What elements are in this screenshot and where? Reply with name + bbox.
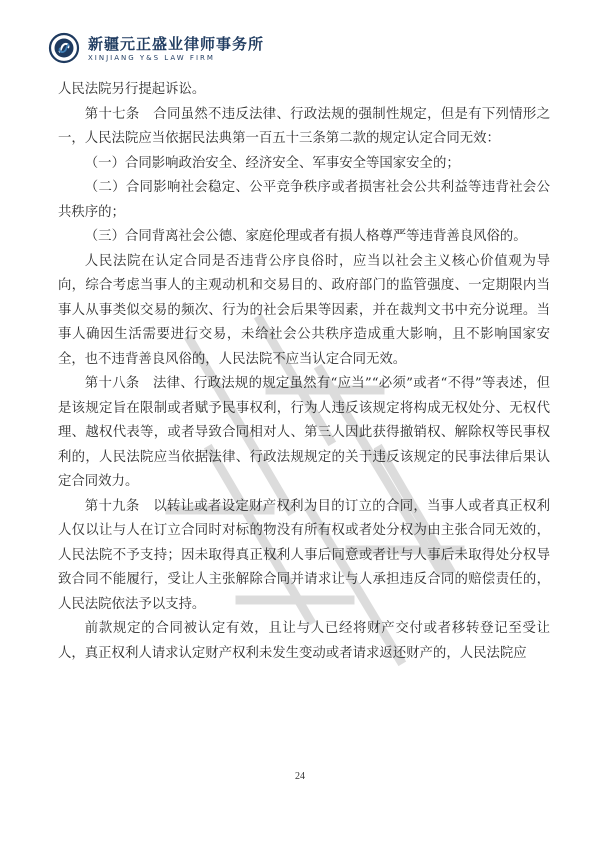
document-body	[58, 78, 550, 666]
list-item: （二）合同影响社会稳定、公平竞争秩序或者损害社会公共利益等违背社会公共秩序的；	[58, 180, 550, 220]
page-number: 24	[295, 771, 305, 782]
document-header	[48, 30, 548, 66]
paragraph-article-17: 第十七条 合同虽然不违反法律、行政法规的强制性规定，但是有下列情形之一，人民法院应当依据民法典第一百五十三条第二款的规定认定合同无效：	[58, 106, 550, 146]
paragraph: 人民法院在认定合同是否违背公序良俗时，应当以社会主义核心价值观为导向，综合考虑当事人的主观动机和交易目的、政府部门的监管强度、一定期限内当事人从事类似交易的频次、行为的社会后果等因素，并在裁判文书中充分说理。当事人确因生活需要进行交易，未给社会公共秩序造成重大影响，且不影响国家安全，也不违背善良风俗的，人民法院不应当认定合同无效。	[58, 253, 550, 367]
paragraph-article-18: 第十八条 法律、行政法规的规定虽然有“应当”“必须”或者“不得”等表述，但是该规定旨在限制或者赋予民事权利，行为人违反该规定将构成无权处分、无权代理、越权代表等，或者导致合同相对人、第三人因此获得撤销权、解除权等民事权利的，人民法院应当依据法律、行政法规规定的关于违反该规定的民事法律后果认定合同效力。	[58, 376, 550, 489]
list-item: （一）合同影响政治安全、经济安全、军事安全等国家安全的；	[84, 155, 460, 171]
list-item: （三）合同背离社会公德、家庭伦理或者有损人格尊严等违背善良风俗的。	[84, 229, 527, 244]
paragraph: 人民法院另行提起诉讼。	[58, 82, 206, 97]
firm-name-cn: 新疆元正盛业律师事务所	[88, 35, 265, 53]
firm-logo-icon	[48, 32, 80, 64]
firm-name-en: XINJIANG Y&S LAW FIRM	[88, 54, 215, 62]
paragraph-article-19: 第十九条 以转让或者设定财产权利为目的订立的合同，当事人或者真正权利人仅以让与人在订立合同时对标的物没有所有权或者处分权为由主张合同无效的，人民法院不予支持；因未取得真正权利人事后同意或者让与人事后未取得处分权导致合同不能履行，受让人主张解除合同并请求让与人承担违反合同的赔偿责任的，人民法院依法予以支持。	[58, 498, 550, 612]
paragraph: 前款规定的合同被认定有效，且让与人已经将财产交付或者移转登记至受让人，真正权利人请求认定财产权利未发生变动或者请求返还财产的，人民法院应	[58, 621, 550, 661]
